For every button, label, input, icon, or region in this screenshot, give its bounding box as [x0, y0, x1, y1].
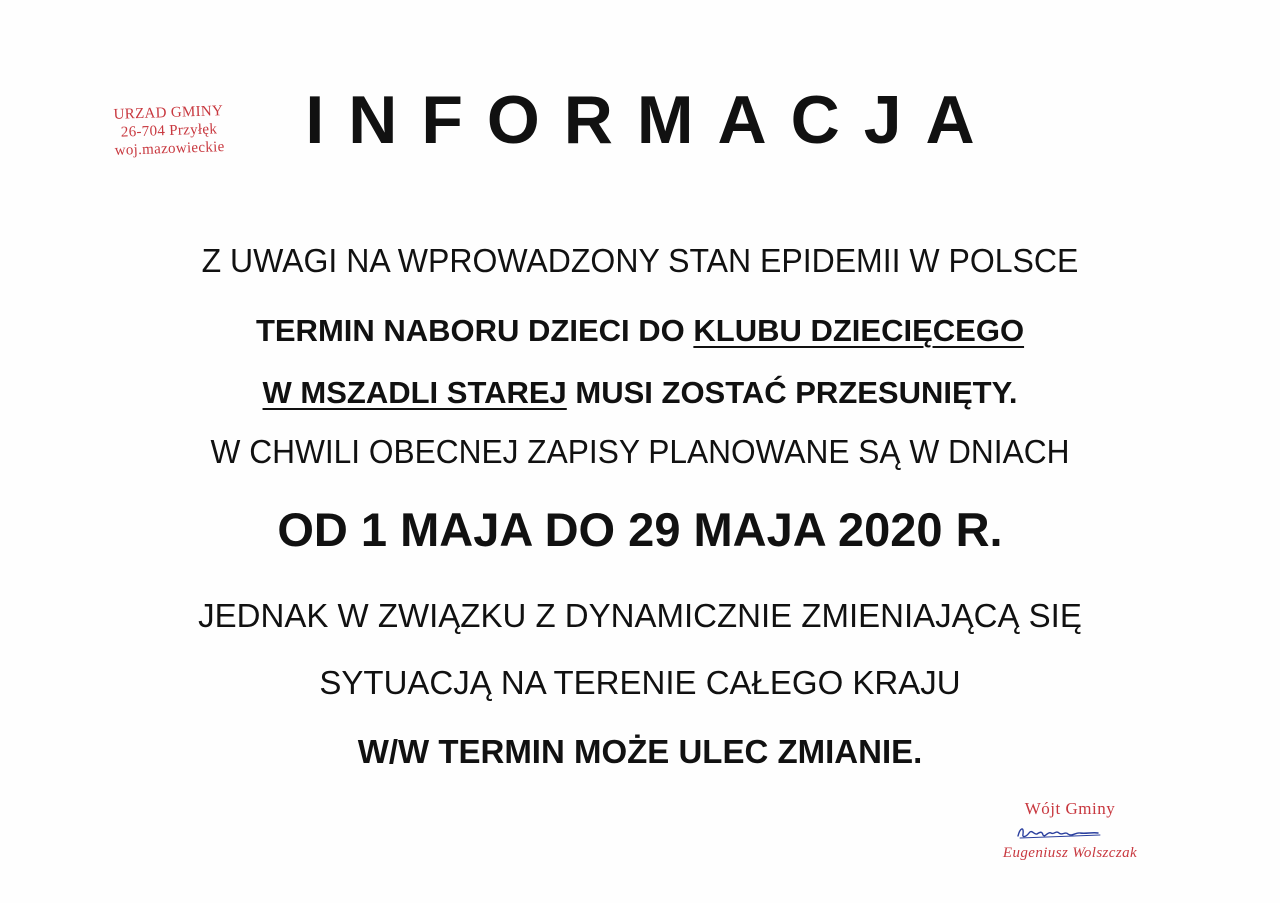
stamp-line-office: URZAD GMINY	[113, 103, 224, 123]
body-line-6	[0, 597, 1280, 635]
body-line-1-text: Z UWAGI NA WPROWADZONY STAN EPIDEMII W POLSCE	[201, 242, 1079, 279]
body-line-8	[0, 733, 1280, 771]
body-line-6-text: JEDNAK W ZWIĄZKU Z DYNAMICZNIE ZMIENIAJĄCĄ SIĘ	[198, 597, 1082, 634]
body-line-5-dates	[0, 502, 1280, 557]
body-line-7-text: SYTUACJĄ NA TERENIE CAŁEGO KRAJU	[319, 664, 961, 701]
body-line-4-text: W CHWILI OBECNEJ ZAPISY PLANOWANE SĄ W DNIACH	[210, 433, 1070, 470]
signature-role: Wójt Gminy	[1024, 799, 1116, 818]
signature-block	[980, 798, 1160, 862]
body-line-2	[0, 313, 1280, 349]
body-line-2-prefix: TERMIN NABORU DZIECI DO	[255, 313, 694, 348]
body-line-3	[0, 375, 1280, 411]
stamp-line-address: 26-704 Przyłęk	[120, 121, 218, 141]
body-line-1	[19, 242, 1261, 280]
body-line-3-suffix: MUSI ZOSTAĆ PRZESUNIĘTY.	[566, 375, 1018, 410]
body-line-2-underlined: KLUBU DZIECIĘCEGO	[693, 313, 1025, 348]
stamp-line-region: woj.mazowieckie	[114, 139, 225, 159]
body-line-8-text: W/W TERMIN MOŻE ULEC ZMIANIE.	[357, 733, 923, 770]
page-title: INFORMACJA	[305, 82, 999, 158]
signature-name: Eugeniusz Wolszczak	[1002, 845, 1138, 861]
body-line-4	[26, 433, 1255, 471]
handwritten-signature	[980, 822, 1160, 844]
body-line-5-text: OD 1 MAJA DO 29 MAJA 2020 R.	[277, 503, 1003, 556]
body-line-3-underlined: W MSZADLI STAREJ	[262, 375, 567, 410]
body-line-7	[0, 664, 1280, 702]
